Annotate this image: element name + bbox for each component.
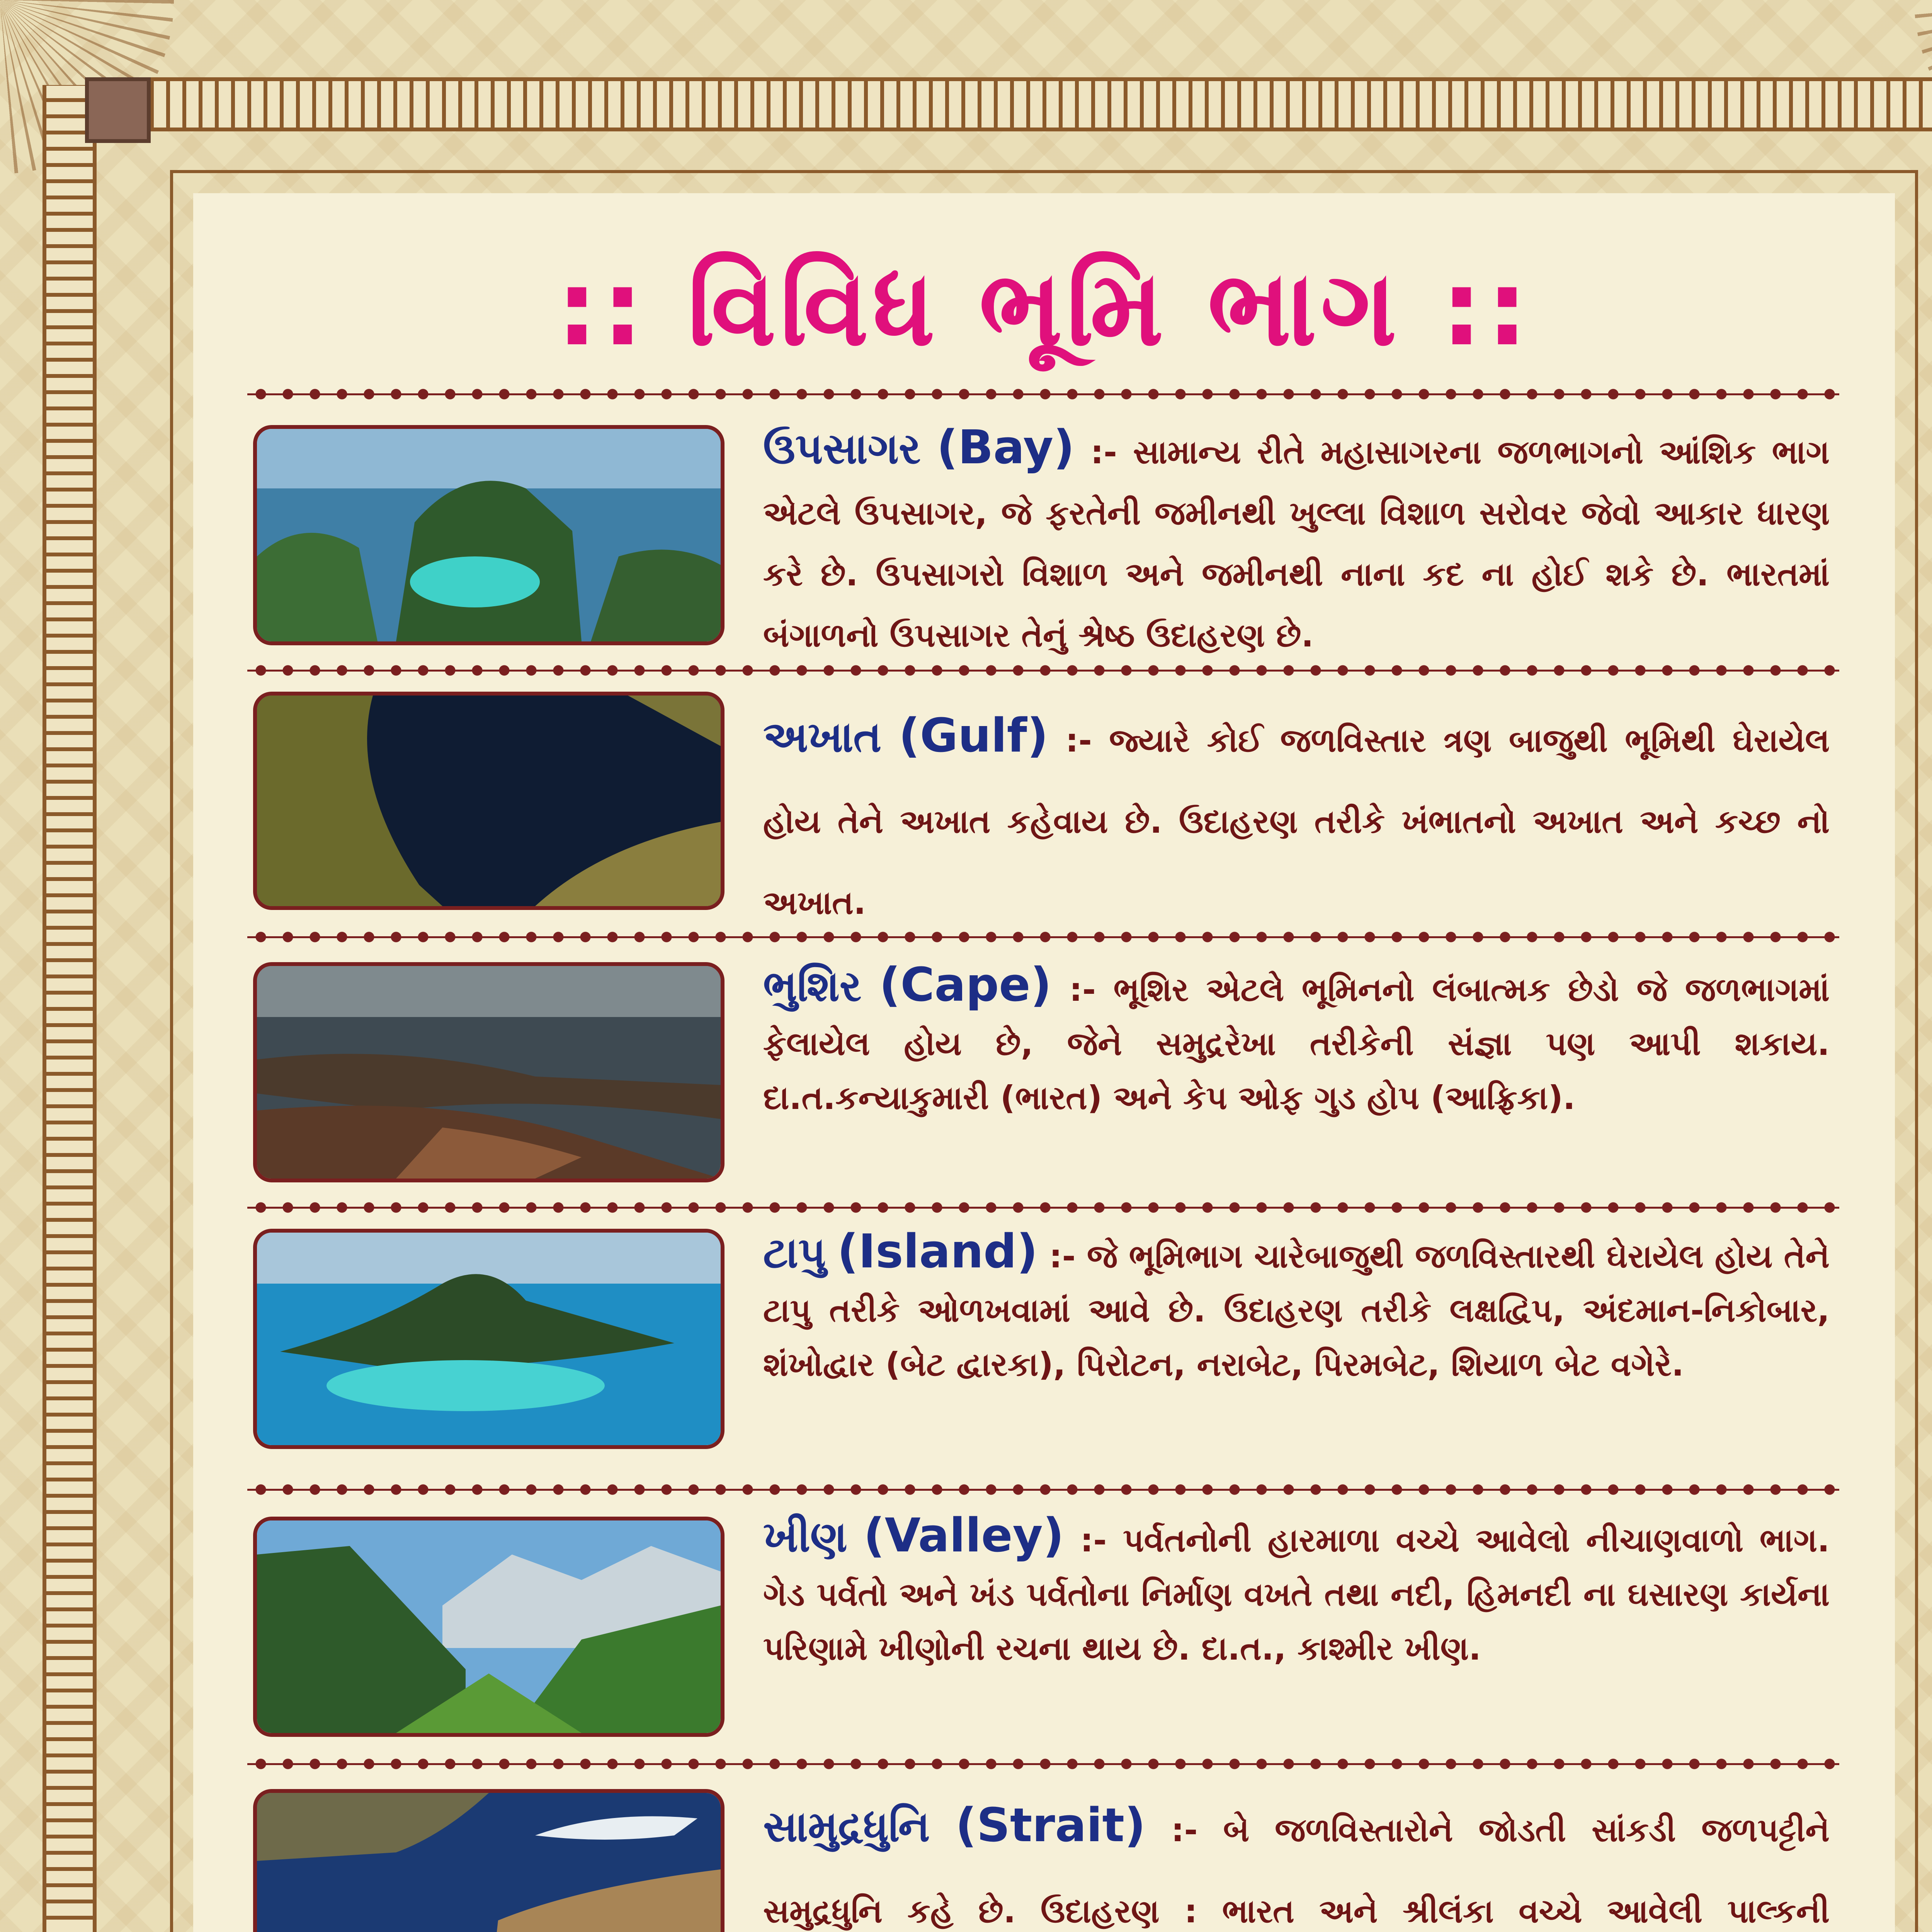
island-photo bbox=[253, 1229, 724, 1449]
strait-photo bbox=[253, 1789, 724, 1932]
description-cape: :- ભૂશિર એટલે ભૂમિનનો લંબાત્મક છેડો જે જળભાગમાં ફેલાયેલ હોય છે, જેને સમુદ્રરેખા તરીકેની સંજ્ઞા પણ આપી શકાય. દા.ત.કન્યાકુમારી (ભારત) અને કેપ ઓફ ગુડ હોપ (આફ્રિકા). bbox=[763, 971, 1830, 1117]
bay-photo bbox=[253, 425, 724, 645]
description-bay: :- સામાન્ય રીતે મહાસાગરના જળભાગનો આંશિક ભાગ એટલે ઉપસાગર, જે ફરતેની જમીનથી ખુલ્લા વિશાળ સરોવર જેવો આકાર ધારણ કરે છે. ઉપસાગરો વિશાળ અને જમીનથી નાના કદ ના હોઈ શકે છે. ભારતમાં બંગાળનો ઉપસાગર તેનું શ્રેષ્ઠ ઉદાહરણ છે. bbox=[763, 433, 1830, 654]
cape-photo bbox=[253, 962, 724, 1182]
description-island: :- જે ભૂમિભાગ ચારેબાજુથી જળવિસ્તારથી ઘેરાયેલ હોય તેને ટાપુ તરીકે ઓળખવામાં આવે છે. ઉદાહરણ તરીકે લક્ષદ્વિપ, અંદમાન-નિકોબાર, શંખોદ્વાર (બેટ દ્વારકા), પિરોટન, નરાબેટ, પિરમબેટ, શિયાળ બેટ વગેરે. bbox=[763, 1237, 1830, 1383]
section-divider bbox=[247, 1202, 1839, 1213]
term-island: ટાપુ bbox=[763, 1228, 826, 1277]
section-divider bbox=[247, 1758, 1839, 1770]
term-strait: સામુદ્રધુનિ bbox=[763, 1802, 930, 1851]
section-divider bbox=[247, 1484, 1839, 1495]
entry-strait bbox=[763, 1785, 1830, 1932]
page-title: :: વિવિધ ભૂમિ ભાગ :: bbox=[556, 247, 1532, 369]
term-bay: ઉપસાગર bbox=[763, 424, 921, 473]
term-island-english: (Island) bbox=[837, 1225, 1038, 1279]
section-divider bbox=[247, 665, 1839, 676]
description-valley: :- પર્વતનોની હારમાળા વચ્ચે આવેલો નીચાણવાળો ભાગ. ગેડ પર્વતો અને ખંડ પર્વતોના નિર્માણ વખતે તથા નદી, હિમનદી ના ઘસારણ કાર્યના પરિણામે ખીણોની રચના થાય છે. દા.ત., કાશ્મીર ખીણ. bbox=[763, 1521, 1830, 1667]
description-gulf: :- જ્યારે કોઈ જળવિસ્તાર ત્રણ બાજુથી ભૂમિથી ઘેરાયેલ હોય તેને અખાત કહેવાય છે. ઉદાહરણ તરીકે ખંભાતનો અખાત અને કચ્છ નો અખાત. bbox=[763, 721, 1830, 922]
term-strait-english: (Strait) bbox=[955, 1799, 1146, 1852]
term-cape: ભુશિર bbox=[763, 961, 862, 1011]
description-strait: :- બે જળવિસ્તારોને જોડતી સાંકડી જળપટ્ટીને સમુદ્રધુનિ કહે છે. ઉદાહરણ : ભારત અને શ્રીલંકા વચ્ચે આવેલી પાલ્કની bbox=[763, 1811, 1830, 1930]
term-valley-english: (Valley) bbox=[863, 1509, 1064, 1563]
valley-photo bbox=[253, 1517, 724, 1737]
term-gulf: અખાત bbox=[763, 712, 882, 762]
term-bay-english: (Bay) bbox=[937, 421, 1075, 474]
border-stripe-top bbox=[85, 77, 1932, 131]
term-gulf-english: (Gulf) bbox=[898, 709, 1048, 763]
term-valley: ખીણ bbox=[763, 1512, 847, 1561]
term-cape-english: (Cape) bbox=[879, 958, 1052, 1012]
entry-island bbox=[763, 1225, 1830, 1391]
entry-cape bbox=[763, 958, 1830, 1125]
section-divider bbox=[247, 388, 1839, 400]
corner-block-top-left bbox=[85, 77, 151, 143]
gulf-photo bbox=[253, 692, 724, 910]
entry-bay bbox=[763, 417, 1830, 666]
entry-gulf bbox=[763, 696, 1830, 943]
entry-valley bbox=[763, 1509, 1830, 1675]
